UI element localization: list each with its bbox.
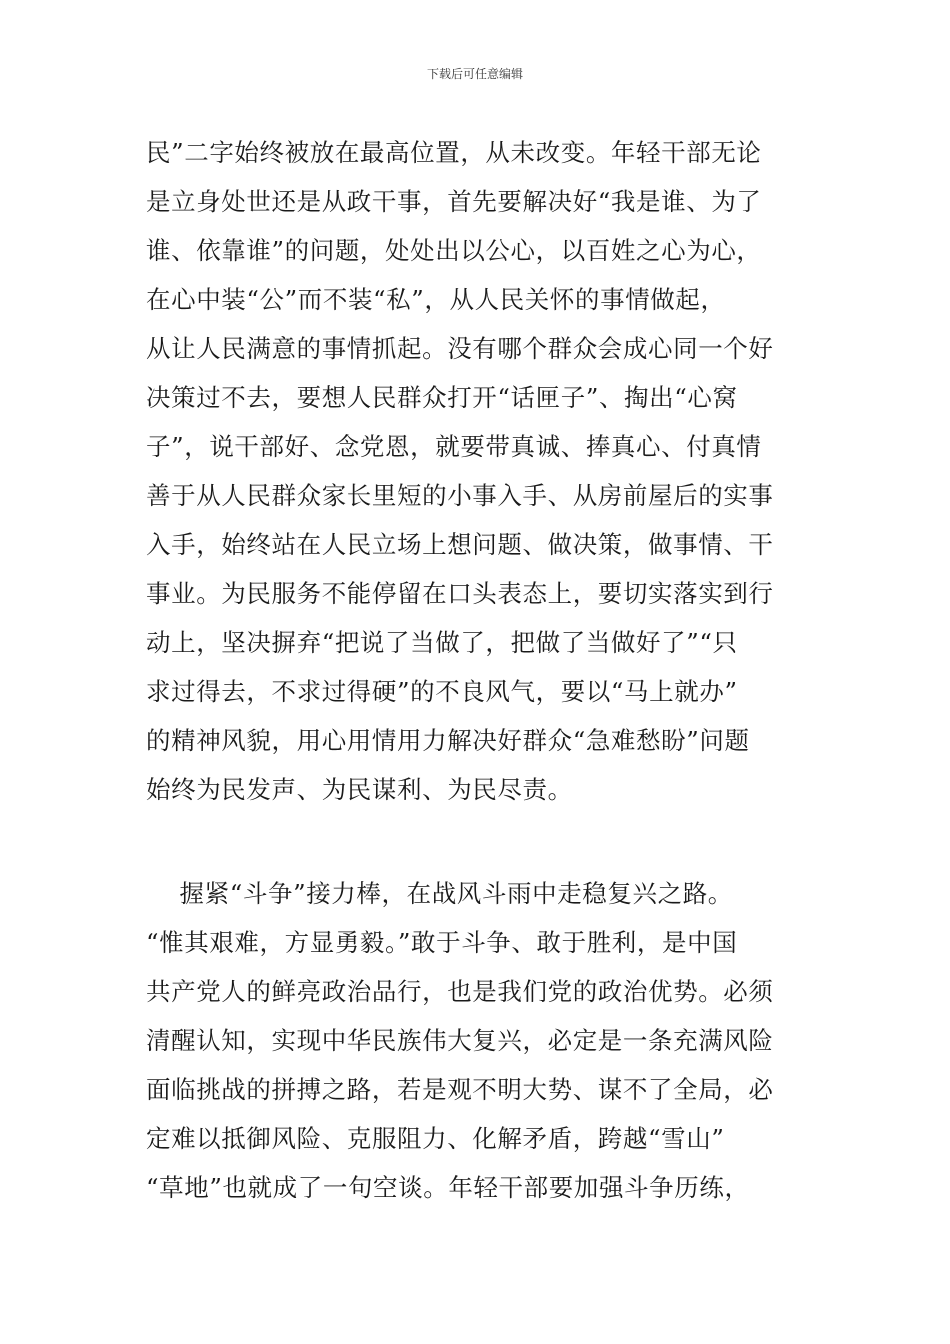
text-line: 始终为民发声、为民谋利、为民尽责。 <box>146 775 573 804</box>
text-line: 定难以抵御风险、克服阻力、化解矛盾，跨越“雪山” <box>146 1124 725 1153</box>
text-line: 握紧“斗争”接力棒，在战风斗雨中走稳复兴之路。 <box>146 879 733 908</box>
paragraph-1 <box>146 128 816 814</box>
text-line: 的精神风貌，用心用情用力解决好群众“急难愁盼”问题 <box>146 726 750 755</box>
text-line: 善于从人民群众家长里短的小事入手、从房前屋后的实事 <box>146 481 774 510</box>
text-line: 事业。为民服务不能停留在口头表态上，要切实落实到行 <box>146 579 774 608</box>
text-line: 求过得去，不求过得硬”的不良风气，要以“马上就办” <box>146 677 738 706</box>
page-header: 下载后可任意编辑 <box>426 67 523 81</box>
text-line: 共产党人的鲜亮政治品行，也是我们党的政治优势。必须 <box>146 977 774 1006</box>
text-line: 是立身处世还是从政干事，首先要解决好“我是谁、为了 <box>146 187 762 216</box>
text-line: 民”二字始终被放在最高位置，从未改变。年轻干部无论 <box>146 138 762 167</box>
text-line: 在心中装“公”而不装“私”，从人民关怀的事情做起， <box>146 285 726 314</box>
text-line: 清醒认知，实现中华民族伟大复兴，必定是一条充满风险 <box>146 1026 774 1055</box>
text-line: 子”，说干部好、念党恩，就要带真诚、捧真心、付真情 <box>146 432 762 461</box>
text-line: 决策过不去，要想人民群众打开“话匣子”、掏出“心窝 <box>146 383 738 412</box>
text-line: 面临挑战的拼搏之路，若是观不明大势、谋不了全局，必 <box>146 1075 774 1104</box>
text-line: 谁、依靠谁”的问题，处处出以公心，以百姓之心为心， <box>146 236 762 265</box>
text-line: 入手，始终站在人民立场上想问题、做决策，做事情、干 <box>146 530 774 559</box>
paragraph-2 <box>146 869 816 1212</box>
text-line: “草地”也就成了一句空谈。年轻干部要加强斗争历练， <box>146 1173 750 1202</box>
text-line: “惟其艰难，方显勇毅。”敢于斗争、敢于胜利，是中国 <box>146 928 738 957</box>
text-line: 动上，坚决摒弃“把说了当做了，把做了当做好了”“只 <box>146 628 738 657</box>
text-line: 从让人民满意的事情抓起。没有哪个群众会成心同一个好 <box>146 334 774 363</box>
